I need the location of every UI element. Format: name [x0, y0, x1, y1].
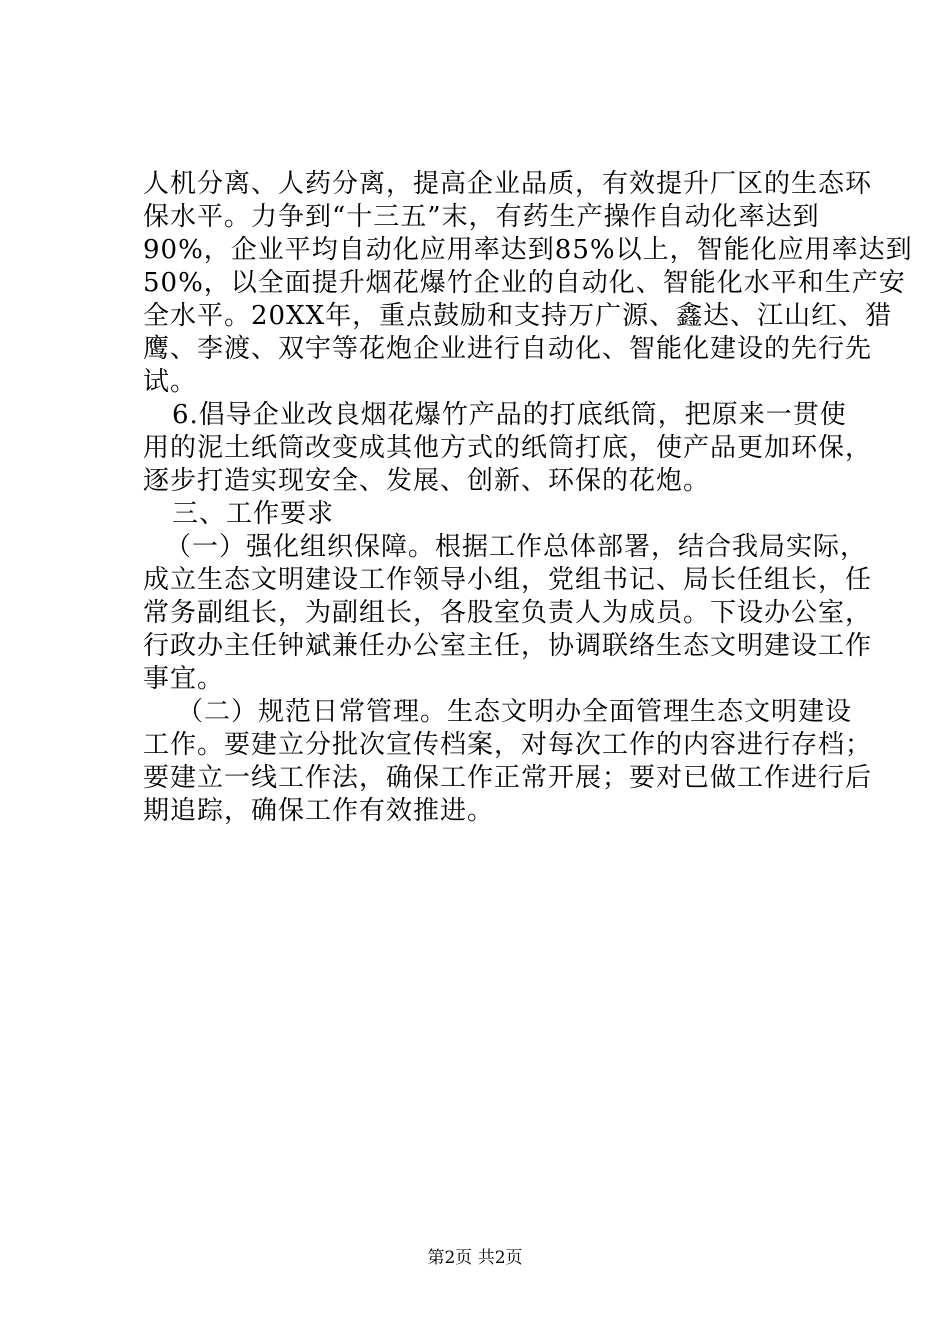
text-line: 50%，以全面提升烟花爆竹企业的自动化、智能化水平和生产安 [143, 268, 906, 298]
text-line: 成立生态文明建设工作领导小组，党组书记、局长任组长，任 [143, 565, 873, 595]
text-line: 90%，企业平均自动化应用率达到85%以上，智能化应用率达到 [143, 235, 913, 265]
text-line: 用的泥土纸筒改变成其他方式的纸筒打底，使产品更加环保， [143, 433, 873, 463]
document-body [143, 168, 913, 828]
text-line: （一）强化组织保障。根据工作总体部署，结合我局实际， [165, 532, 868, 562]
text-line: 事宜。 [143, 664, 225, 694]
text-line: 试。 [143, 367, 198, 397]
text-line: 鹰、李渡、双宇等花炮企业进行自动化、智能化建设的先行先 [143, 334, 873, 364]
text-line: 要建立一线工作法，确保工作正常开展；要对已做工作进行后 [143, 763, 873, 793]
section-heading: 三、工作要求 [172, 499, 335, 529]
text-line: （二）规范日常管理。生态文明办全面管理生态文明建设 [177, 697, 853, 727]
text-line: 工作。要建立分批次宣传档案，对每次工作的内容进行存档； [143, 730, 873, 760]
page-footer: 第2页 共2页 [427, 1248, 523, 1268]
text-line: 人机分离、人药分离，提高企业品质，有效提升厂区的生态环 [143, 169, 873, 199]
text-line: 保水平。力争到“十三五”末，有药生产操作自动化率达到 [143, 202, 820, 232]
text-line: 全水平。20XX年，重点鼓励和支持万广源、鑫达、江山红、猎 [143, 301, 893, 331]
text-line: 6.倡导企业改良烟花爆竹产品的打底纸筒，把原来一贯使 [172, 400, 847, 430]
text-line: 期追踪，确保工作有效推进。 [143, 796, 495, 826]
text-line: 逐步打造实现安全、发展、创新、环保的花炮。 [143, 466, 711, 496]
text-line: 常务副组长，为副组长，各股室负责人为成员。下设办公室， [143, 598, 873, 628]
text-line: 行政办主任钟斌兼任办公室主任，协调联络生态文明建设工作 [143, 631, 873, 661]
